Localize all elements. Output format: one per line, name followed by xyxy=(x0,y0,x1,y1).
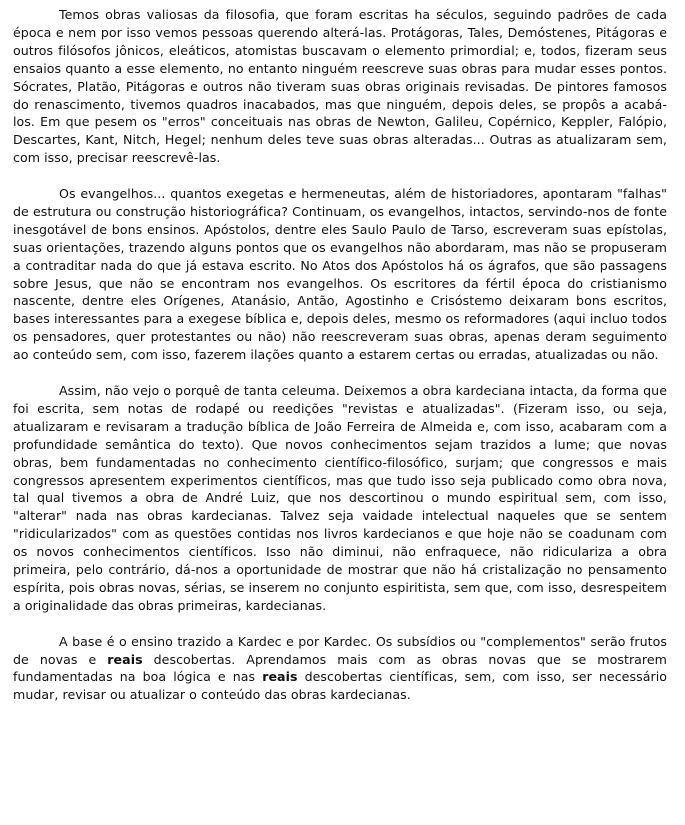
paragraph-kardecian-work xyxy=(13,382,667,615)
paragraph-text: descobertas científicas, sem, com isso, ser necessário mudar, revisar ou atualizar o conteúdo das obras kardecianas. xyxy=(13,669,667,703)
emphasis-reais: reais xyxy=(262,669,298,685)
paragraph-text: descobertas. Aprendamos mais com as obras novas que se mostrarem fundamentadas na boa lógica e nas xyxy=(13,651,667,685)
paragraph-text: A base é o ensino trazido a Kardec e por Kardec. Os subsídios ou "complementos" serão frutos de novas e xyxy=(13,633,667,667)
document-body xyxy=(13,6,667,704)
paragraph-text: Assim, não vejo o porquê de tanta celeuma. Deixemos a obra kardeciana intacta, da forma que foi escrita, sem notas de rodapé ou reedições "revistas e atualizadas". (Fizeram isso, ou seja, atualizaram e revisaram a tradução bíblica de João Ferreira de Almeida e, com isso, acabaram com a profundidade semântica do texto). Que novos conhecimentos sejam trazidos a lume; que novas obras, bem fundamentadas no conhecimento científico-filosófico, surjam; que congressos e mais congressos apresentem experimentos científicos, mas que tudo isso seja publicado como obra nova, tal qual tivemos a obra de André Luiz, que nos descortinou o mundo espiritual sem, com isso, "alterar" nada nas obras kardecianas. Talvez seja vaidade intelectual naqueles que se sentem "ridicularizados" com as questões contidas nos livros kardecianos e que hoje não se coadunam com os novos conhecimentos científicos. Isso não diminui, não enfraquece, não ridiculariza a obra primeira, pelo contrário, dá-nos a oportunidade de mostrar que não há cristalização no pensamento espírita, pois obras novas, sérias, se inserem no conjunto espiritista, sem que, com isso, desrespeitem a originalidade das obras primeiras, kardecianas. xyxy=(13,383,667,613)
paragraph-conclusion xyxy=(13,633,667,705)
paragraph-text: Os evangelhos... quantos exegetas e hermeneutas, além de historiadores, apontaram "falhas" de estrutura ou construção historiográfica? Continuam, os evangelhos, intactos, servindo-nos de fonte inesgotável de bons ensinos. Apóstolos, dentre eles Saulo Paulo de Tarso, escreveram suas epístolas, suas orientações, trazendo alguns pontos que os evangelhos não abordaram, mas não se propuseram a contraditar nada do que já estava escrito. No Atos dos Apóstolos há os ágrafos, que são passagens sobre Jesus, que não se encontram nos evangelhos. Os escritores da fértil época do cristianismo nascente, dentre eles Orígenes, Atanásio, Antão, Agostinho e Crisóstemo deixaram bons escritos, bases interessantes para a exegese bíblica e, depois deles, mesmo os reformadores (aqui incluo todos os pensadores, quer protestantes ou não) não reescreveram suas obras, apenas deram seguimento ao conteúdo sem, com isso, fazerem ilações quanto a estarem certas ou erradas, atualizadas ou não. xyxy=(13,186,667,363)
paragraph-gospels xyxy=(13,185,667,364)
paragraph-text: Temos obras valiosas da filosofia, que foram escritas ha séculos, seguindo padrões de cada época e nem por isso vemos pessoas querendo alterá-las. Protágoras, Tales, Demóstenes, Pitágoras e outros filósofos jônicos, eleáticos, atomistas buscavam o elemento primordial; e, todos, fizeram seus ensaios quanto a esse elemento, no entanto ninguém reescreve suas obras para mudar esses pontos. Sócrates, Platão, Pitágoras e outros não tiveram suas obras originais revisadas. De pintores famosos do renascimento, tivemos quadros inacabados, mas que ninguém, depois deles, se propôs a acabá-los. Em que pesem os "erros" conceituais nas obras de Newton, Galileu, Copérnico, Keppler, Falópio, Descartes, Kant, Nitch, Hegel; nenhum deles teve suas obras alteradas... Outras as atualizaram sem, com isso, precisar reescrevê-las. xyxy=(13,7,667,166)
emphasis-reais: reais xyxy=(107,651,143,667)
paragraph-philosophy xyxy=(13,6,667,167)
